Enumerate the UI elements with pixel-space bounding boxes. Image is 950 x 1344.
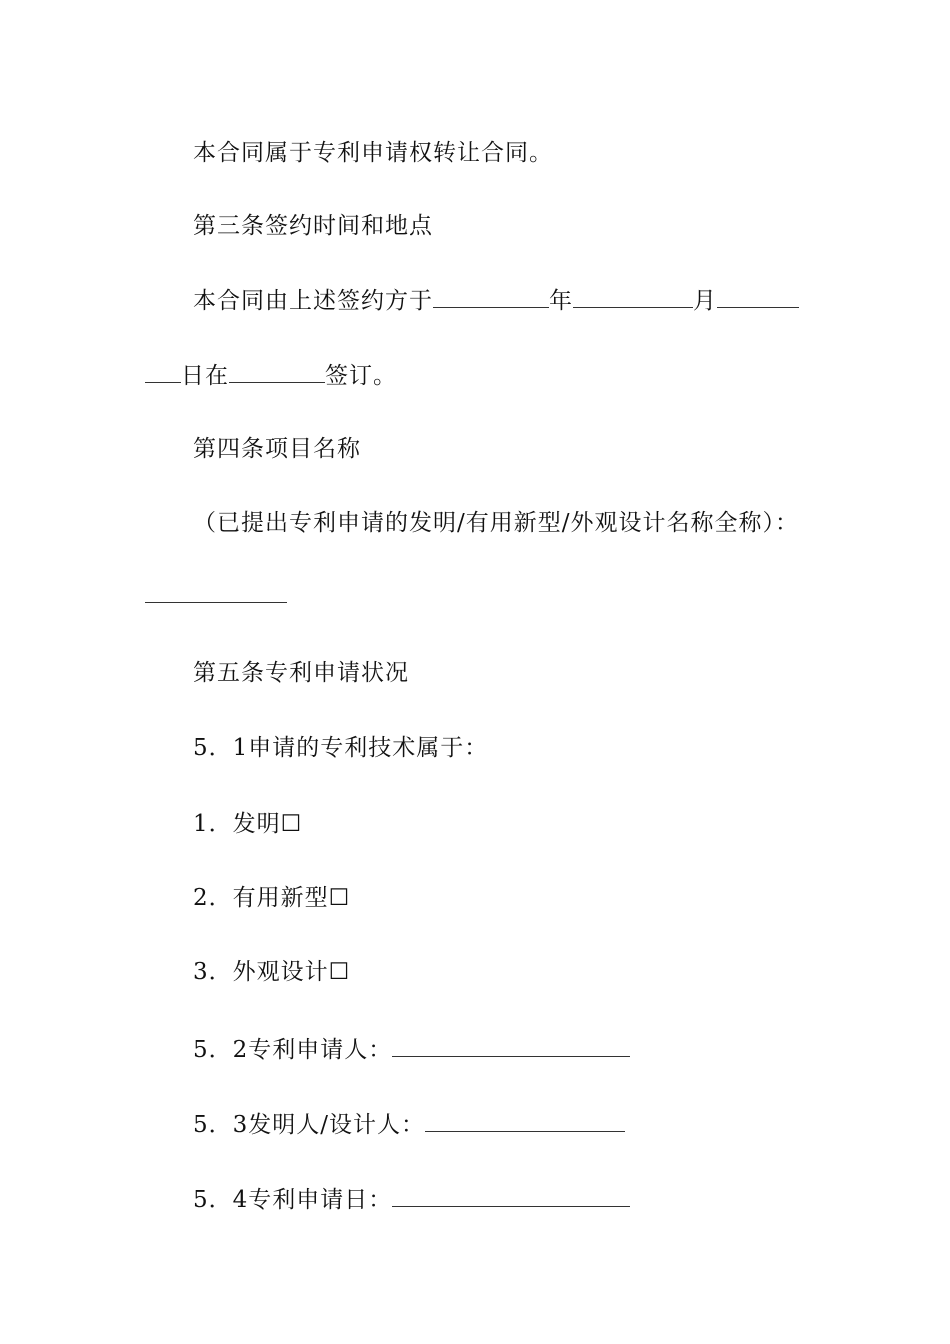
day-place-label: 日在 — [181, 363, 229, 389]
option-design — [193, 957, 350, 987]
project-name-text: （已提出专利申请的发明/有用新型/外观设计名称全称）： — [193, 510, 799, 536]
blank-filing-date-field — [392, 1184, 630, 1207]
paragraph-project-name — [193, 508, 799, 538]
clause-5-3-text: 5．3发明人/设计人： — [193, 1112, 426, 1138]
clause-5-3 — [193, 1109, 625, 1140]
article-3-title: 第三条签约时间和地点 — [193, 213, 433, 239]
heading-article-3 — [193, 211, 433, 241]
blank-inventor-field — [425, 1109, 625, 1132]
option-invention — [193, 809, 302, 839]
paragraph-contract-type — [193, 138, 553, 168]
paragraph-signing-date — [193, 285, 799, 316]
option-utility-model-text: 2．有用新型☐ — [193, 885, 351, 911]
year-label: 年 — [549, 288, 573, 314]
blank-project-name-field — [145, 580, 287, 603]
contract-type-text: 本合同属于专利申请权转让合同。 — [193, 140, 553, 166]
heading-article-4 — [193, 434, 361, 464]
blank-day-field-part2 — [145, 360, 181, 383]
blank-applicant-field — [392, 1034, 630, 1057]
blank-place-field — [229, 360, 325, 383]
paragraph-signing-place — [145, 360, 397, 391]
article-5-title: 第五条专利申请状况 — [193, 660, 409, 686]
project-name-blank-line — [145, 580, 287, 611]
heading-article-5 — [193, 658, 409, 688]
month-label: 月 — [693, 288, 717, 314]
clause-5-2 — [193, 1034, 630, 1065]
blank-year-field — [433, 285, 549, 308]
option-design-text: 3．外观设计☐ — [193, 959, 351, 985]
clause-5-1 — [193, 733, 488, 763]
option-invention-text: 1．发明☐ — [193, 811, 303, 837]
option-utility-model — [193, 883, 350, 913]
clause-5-4 — [193, 1184, 630, 1215]
signing-intro-text: 本合同由上述签约方于 — [193, 288, 433, 314]
blank-day-field-part1 — [717, 285, 799, 308]
clause-5-4-text: 5．4专利申请日： — [193, 1187, 393, 1213]
signed-text: 签订。 — [325, 363, 397, 389]
clause-5-1-text: 5．1申请的专利技术属于： — [193, 735, 489, 761]
blank-month-field — [573, 285, 693, 308]
clause-5-2-text: 5．2专利申请人： — [193, 1037, 393, 1063]
article-4-title: 第四条项目名称 — [193, 436, 361, 462]
